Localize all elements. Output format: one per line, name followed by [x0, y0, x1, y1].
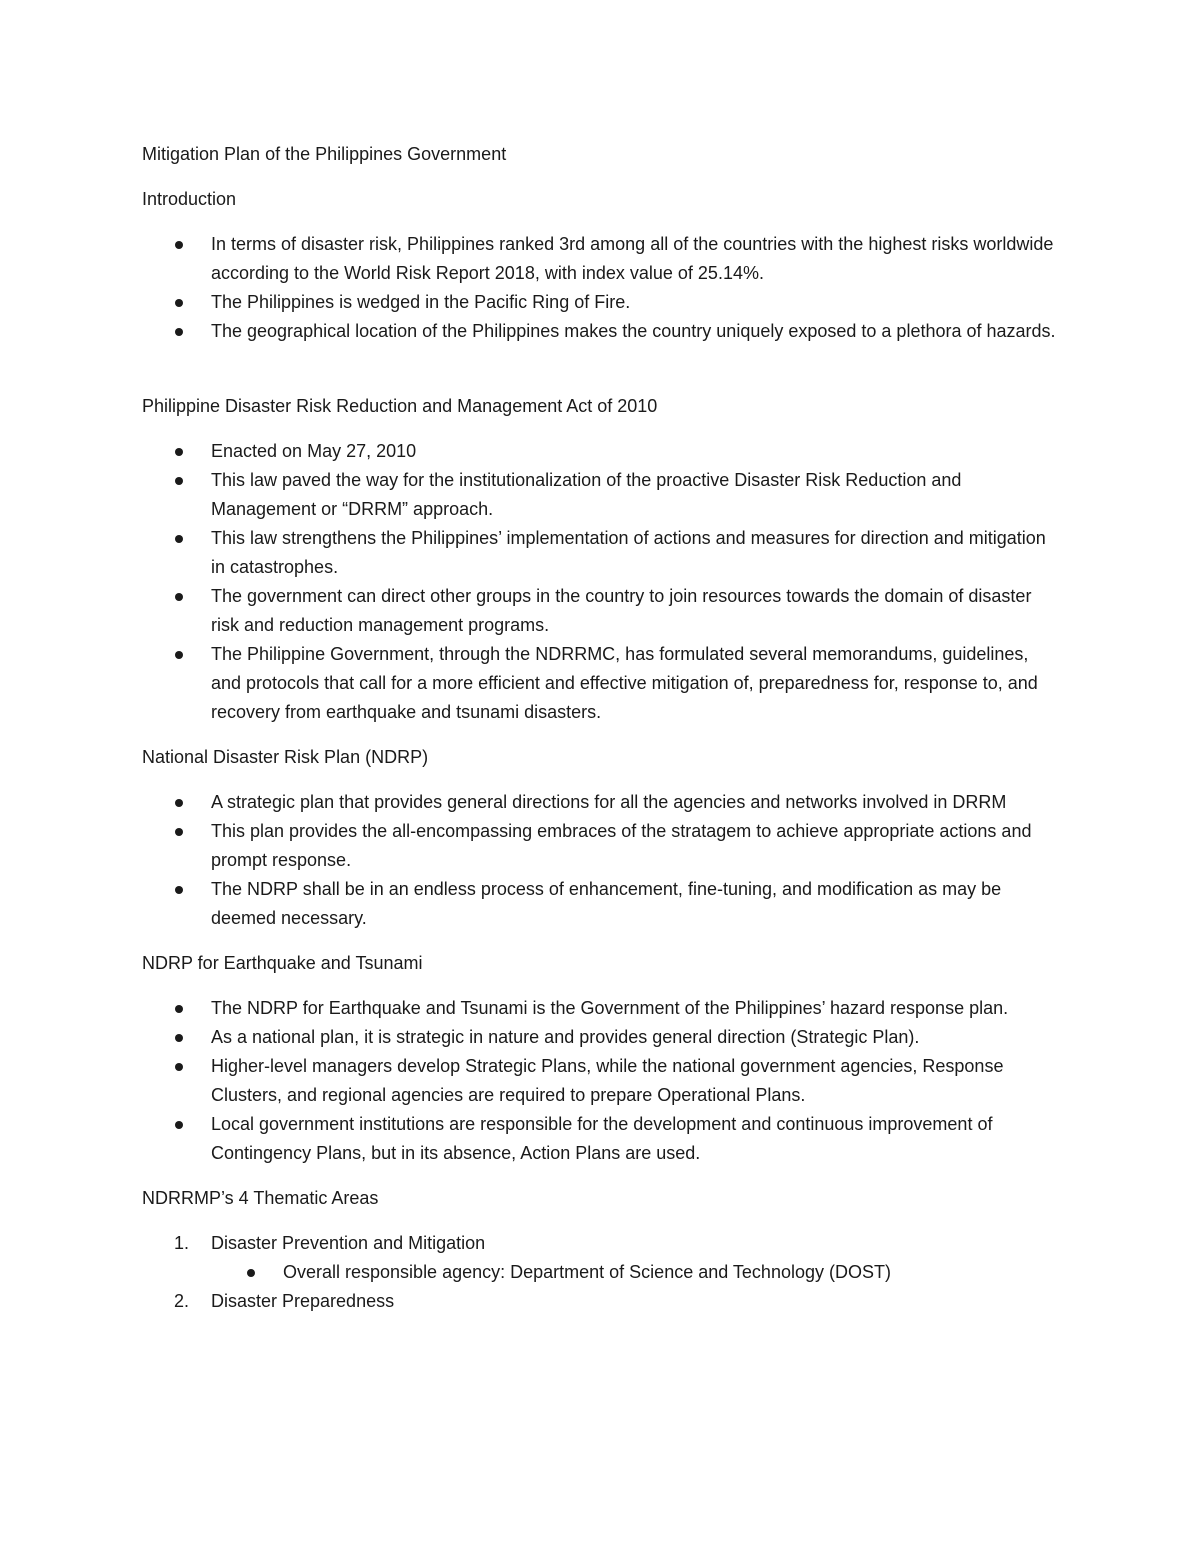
bullet-icon — [175, 828, 183, 836]
bullet-icon — [175, 1121, 183, 1129]
drrm-act-list — [142, 437, 1062, 727]
list-item: The government can direct other groups in the country to join resources towards the domain of disaster risk and reduction management programs. — [142, 582, 1062, 640]
document-title: Mitigation Plan of the Philippines Government — [142, 144, 507, 164]
bullet-icon — [175, 886, 183, 894]
section-heading-ndrp: National Disaster Risk Plan (NDRP) — [142, 747, 429, 767]
bullet-icon — [175, 1034, 183, 1042]
list-item: Enacted on May 27, 2010 — [142, 437, 1062, 466]
list-item: The NDRP shall be in an endless process of enhancement, fine-tuning, and modification as may be deemed necessary. — [142, 875, 1062, 933]
thematic-area-label: Disaster Prevention and Mitigation — [211, 1233, 486, 1253]
list-item: This law strengthens the Philippines’ implementation of actions and measures for direction and mitigation in catastrophes. — [142, 524, 1062, 582]
bullet-icon — [175, 799, 183, 807]
list-item: As a national plan, it is strategic in nature and provides general direction (Strategic Plan). — [142, 1023, 1062, 1052]
spacer — [142, 362, 1062, 392]
ndrp-list — [142, 788, 1062, 933]
list-item: Higher-level managers develop Strategic Plans, while the national government agencies, Response Clusters, and regional agencies are required to prepare Operational Plans. — [142, 1052, 1062, 1110]
list-item: The Philippine Government, through the NDRRMC, has formulated several memorandums, guidelines, and protocols that call for a more efficient and effective mitigation of, preparedness for, response to, and recovery from earthquake and tsunami disasters. — [142, 640, 1062, 727]
bullet-icon — [175, 477, 183, 485]
list-item: Local government institutions are responsible for the development and continuous improvement of Contingency Plans, but in its absence, Action Plans are used. — [142, 1110, 1062, 1168]
list-item: This plan provides the all-encompassing embraces of the stratagem to achieve appropriate actions and prompt response. — [142, 817, 1062, 875]
section-heading-introduction: Introduction — [142, 189, 237, 209]
list-item: Overall responsible agency: Department of Science and Technology (DOST) — [142, 1258, 1062, 1287]
list-number: 2. — [174, 1291, 190, 1311]
list-item: This law paved the way for the institutionalization of the proactive Disaster Risk Reduction and Management or “DRRM” approach. — [142, 466, 1062, 524]
bullet-icon — [175, 1063, 183, 1071]
bullet-icon — [175, 241, 183, 249]
list-item: A strategic plan that provides general directions for all the agencies and networks involved in DRRM — [142, 788, 1062, 817]
list-item: In terms of disaster risk, Philippines ranked 3rd among all of the countries with the highest risks worldwide according to the World Risk Report 2018, with index value of 25.14%. — [142, 230, 1062, 288]
thematic-area-label: Disaster Preparedness — [211, 1291, 395, 1311]
list-item — [142, 1229, 1062, 1287]
thematic-sub-list — [211, 1258, 1062, 1287]
bullet-icon — [175, 593, 183, 601]
bullet-icon — [175, 651, 183, 659]
bullet-icon — [175, 328, 183, 336]
document-body — [142, 140, 1062, 1316]
section-heading-thematic-areas: NDRRMP’s 4 Thematic Areas — [142, 1188, 379, 1208]
bullet-icon — [175, 1005, 183, 1013]
bullet-icon — [175, 535, 183, 543]
list-item: The geographical location of the Philippines makes the country uniquely exposed to a plethora of hazards. — [142, 317, 1062, 346]
list-item — [142, 1287, 1062, 1316]
ndrp-earthquake-list — [142, 994, 1062, 1168]
bullet-icon — [247, 1269, 255, 1277]
section-heading-ndrp-earthquake: NDRP for Earthquake and Tsunami — [142, 953, 423, 973]
section-heading-drrm-act: Philippine Disaster Risk Reduction and Management Act of 2010 — [142, 396, 658, 416]
list-item: The NDRP for Earthquake and Tsunami is the Government of the Philippines’ hazard response plan. — [142, 994, 1062, 1023]
bullet-icon — [175, 448, 183, 456]
list-item: The Philippines is wedged in the Pacific Ring of Fire. — [142, 288, 1062, 317]
thematic-areas-list — [142, 1229, 1062, 1316]
bullet-icon — [175, 299, 183, 307]
list-number: 1. — [174, 1233, 190, 1253]
introduction-list — [142, 230, 1062, 346]
